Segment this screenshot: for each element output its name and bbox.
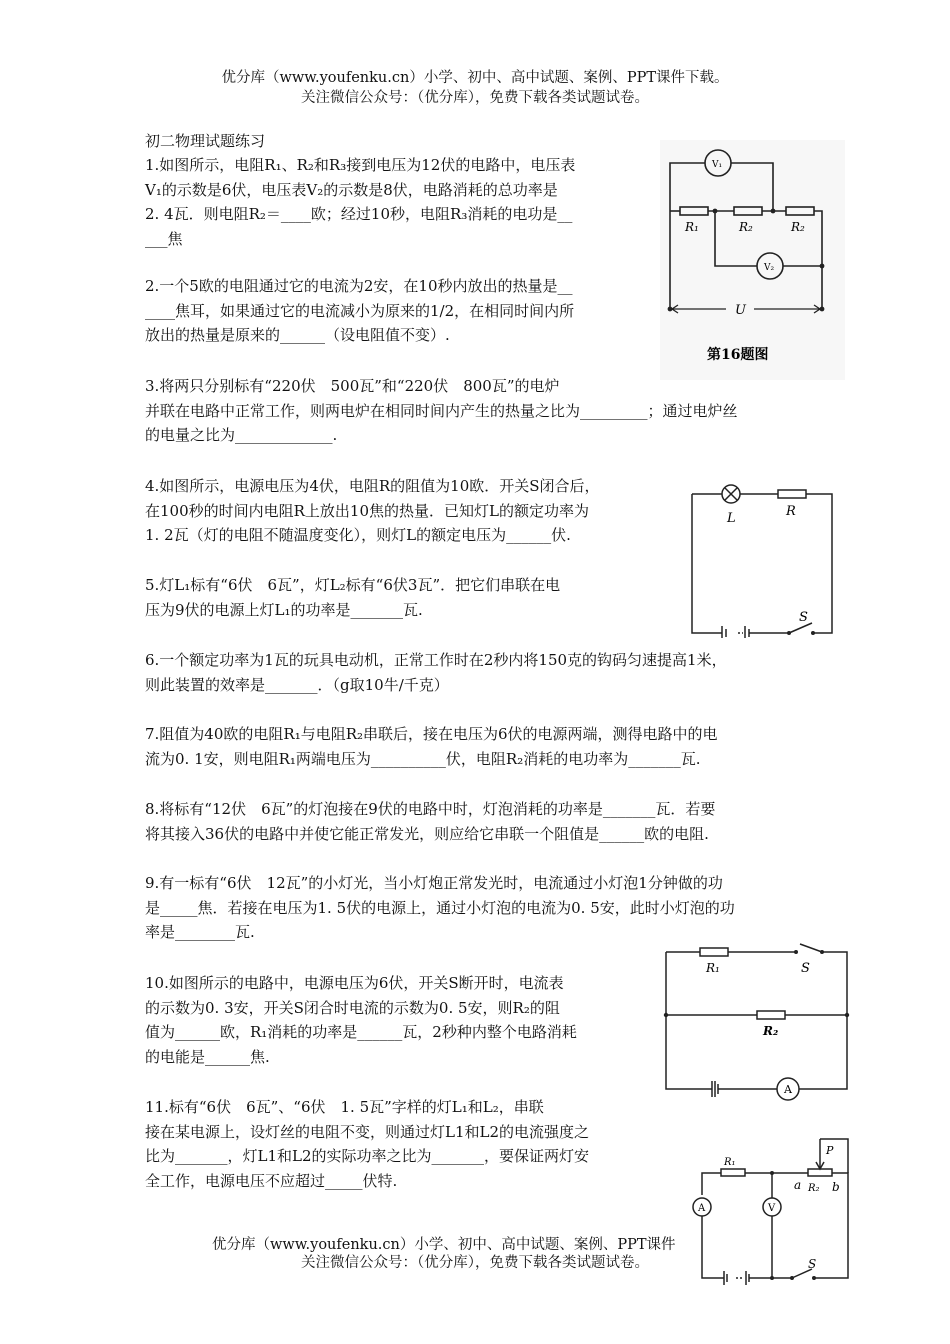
header-line-2: 关注微信公众号：（优分库），免费下载各类试题试卷。 [301,90,649,106]
figure-q10-r2-label: R₂ [763,1024,779,1038]
figure-q11-p-label: P [826,1144,834,1157]
figure-q1-v1-label: V₁ [712,160,723,170]
figure-q11-r2-label: R₂ [808,1183,820,1194]
question-2: 2.一个5欧的电阻通过它的电流为2安，在10秒内放出的热量是__ ____焦耳，如果通过它的电流减小为原来的1/2，在相同时间内所 放出的热量是原来的______（设电阻值不变）. [145,277,575,344]
figure-q4-resistor-label: R [786,504,796,519]
question-4: 4.如图所示，电源电压为4伏，电阻R的阻值为10欧．开关S闭合后， 在100秒的时间内电阻R上放出10焦的热量．已知灯L的额定功率为 1. 2瓦（灯的电阻不随温度变化），则灯L的额定电压为______伏. [145,477,600,544]
question-5: 5.灯L₁标有“6伏 6瓦”，灯L₂标有“6伏3瓦”．把它们串联在电 压为9伏的电源上灯L₁的功率是_______瓦. [145,576,561,619]
resistor-r-icon [778,490,806,498]
figure-q11-ammeter-label: A [698,1203,706,1214]
question-9: 9.有一标有“6伏 12瓦”的小灯光，当小灯炮正常发光时，电流通过小灯泡1分钟做的功 是_____焦．若接在电压为1. 5伏的电源上，通过小灯泡的电流为0. 5安，此时小灯泡的功 率是________瓦. [145,874,735,941]
figure-q10-switch-label: S [801,961,810,976]
figure-q4-switch-label: S [799,610,808,625]
figure-q11-a-label: a [794,1178,802,1192]
figure-q4-circuit [688,478,838,638]
figure-q11-voltmeter-label: V [768,1203,776,1214]
resistor-r2-icon [757,1011,785,1019]
resistor-r1-icon [700,948,728,956]
figure-q1-circuit [660,140,845,380]
figure-q10-r1-label: R₁ [706,961,720,975]
header-line-1: 优分库（www.youfenku.cn）小学、初中、高中试题、案例、PPT课件下载。 [221,70,729,86]
resistor-r1-icon [721,1169,745,1176]
question-6: 6.一个额定功率为1瓦的玩具电动机，正常工作时在2秒内将150克的钩码匀速提高1米， 则此装置的效率是_______．（g取10牛/千克） [145,651,727,694]
figure-q11-b-label: b [832,1180,840,1194]
figure-q1-r3-label: R₂ [791,220,805,234]
figure-q1-r1-label: R₁ [685,220,699,234]
figure-q1-caption: 第16题图 [707,347,769,363]
figure-q1-v2-label: V₂ [764,263,775,273]
figure-q4-lamp-label: L [727,511,736,526]
question-11: 11.标有“6伏 6瓦”、“6伏 1. 5瓦”字样的灯L₁和L₂，串联 接在某电源上，设灯丝的电阻不变，则通过灯L1和L2的电流强度之 比为_______，灯L1和L2的实际功率之比为_______，要保证两灯安 全工作，电源电压不应超过_____伏特. [145,1098,590,1190]
question-3: 3.将两只分别标有“220伏 500瓦”和“220伏 800瓦”的电炉 并联在电路中正常工作，则两电炉在相同时间内产生的热量之比为_________；通过电炉丝 的电量之比为_____________. [145,377,738,444]
footer-line-2: 关注微信公众号：（优分库），免费下载各类试题试卷。 [301,1255,649,1271]
page-title: 初二物理试题练习 [145,132,266,150]
figure-q1-r2-label: R₂ [739,220,753,234]
question-8: 8.将标有“12伏 6瓦”的灯泡接在9伏的电路中时，灯泡消耗的功率是_______瓦．若要 将其接入36伏的电路中并使它能正常发光，则应给它串联一个阻值是______欧的电阻. [145,800,716,843]
figure-q11-switch-label: S [808,1257,817,1271]
figure-q1-u-label: U [735,303,746,318]
figure-q11-r1-label: R₁ [724,1157,736,1168]
question-7: 7.阻值为40欧的电阻R₁与电阻R₂串联后，接在电压为6伏的电源两端，测得电路中的电 流为0. 1安，则电阻R₁两端电压为__________伏，电阻R₂消耗的电功率为_______瓦. [145,725,718,768]
figure-q10-ammeter-label: A [784,1083,792,1096]
switch-icon [800,944,822,952]
question-10: 10.如图所示的电路中，电源电压为6伏，开关S断开时，电流表 的示数为0. 3安，开关S闭合时电流的示数为0. 5安，则R₂的阻 值为______欧，R₁消耗的功率是______瓦，2秒种内整个电路消耗 的电能是______焦. [145,974,577,1066]
footer-line-1: 优分库（www.youfenku.cn）小学、初中、高中试题、案例、PPT课件 [212,1237,676,1253]
question-1: 1.如图所示，电阻R₁、R₂和R₃接到电压为12伏的电路中，电压表 V₁的示数是6伏，电压表V₂的示数是8伏，电路消耗的总功率是 2. 4瓦．则电阻R₂＝____欧；经过10秒，电阻R₃消耗的电功是__ ___焦 [145,156,576,248]
figure-q10-circuit [660,940,855,1108]
figure-q1-background [660,140,845,380]
